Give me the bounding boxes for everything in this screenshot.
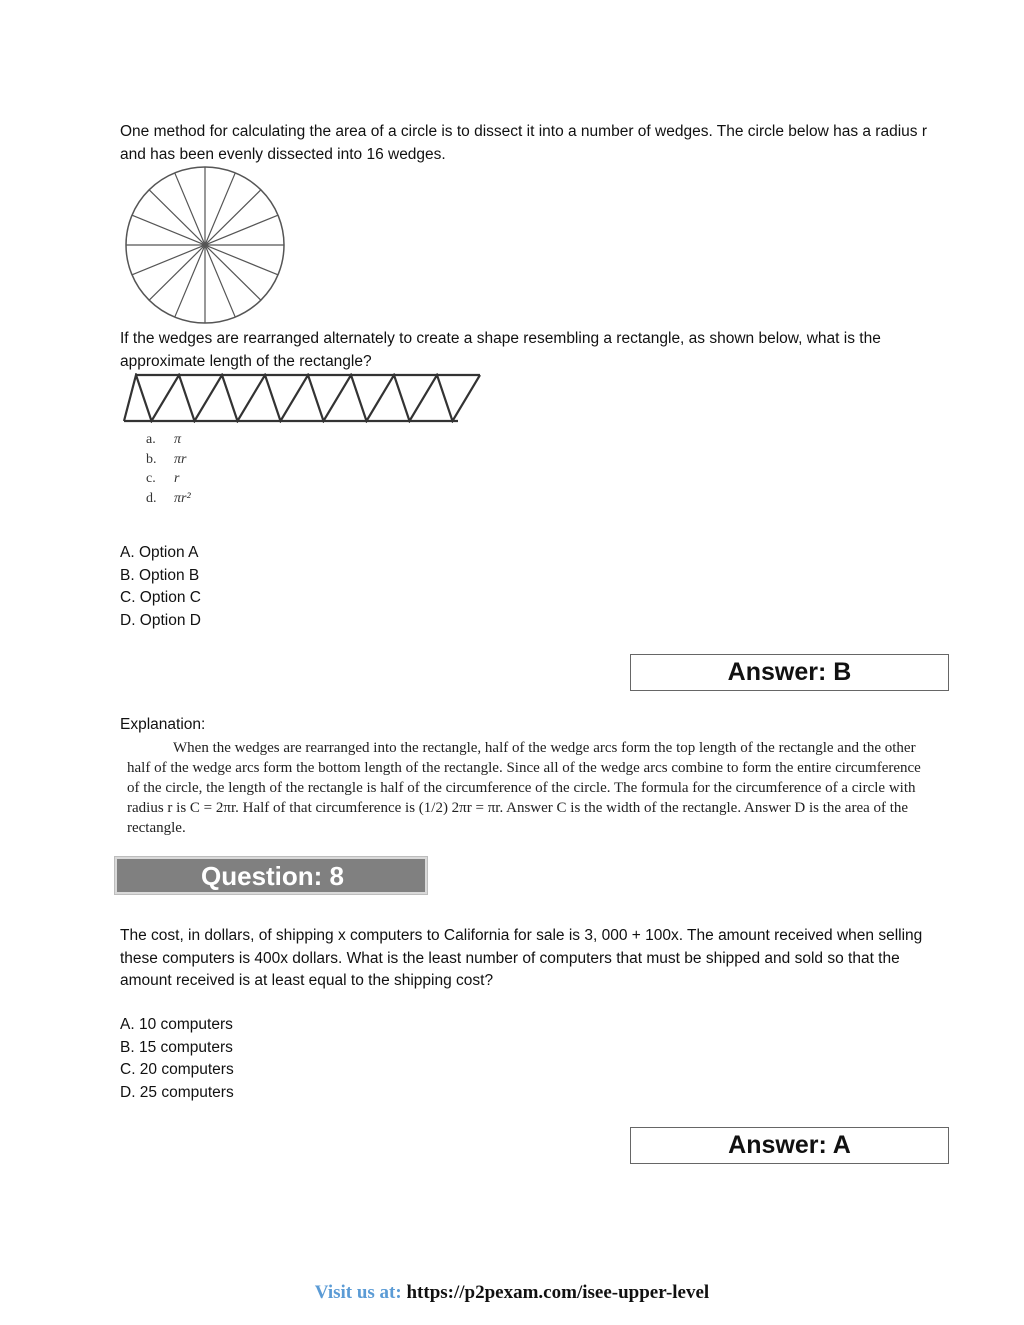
answer-box: Answer: A — [630, 1127, 949, 1164]
question-prompt: If the wedges are rearranged alternately to create a shape resembling a rectangle, as shown below, what is the approximate length of the rectangle? — [120, 330, 881, 370]
footer-label: Visit us at: — [314, 1282, 402, 1303]
figure-option-d: d. πr² — [146, 490, 191, 506]
answer-box: Answer: B — [630, 654, 949, 691]
option-b: B. Option B — [120, 566, 200, 584]
footer — [0, 1282, 1024, 1304]
question-prompt: The cost, in dollars, of shipping x computers to California for sale is 3, 000 + 100x. The amount received when selling these computers is 400x dollars. What is the least number of computers that must be shipped and sold so that the amount received is at least equal to the shipping cost? — [120, 927, 923, 989]
question-intro: One method for calculating the area of a circle is to dissect it into a number of wedges. The circle below has a radius r and has been evenly dissected into 16 wedges. — [120, 123, 927, 163]
option-c: C. 20 computers — [120, 1061, 234, 1078]
circle-wedges-figure — [124, 165, 288, 325]
figure-option-c: c. r — [146, 471, 180, 486]
answer-options — [120, 542, 201, 632]
option-c: C. Option C — [120, 589, 201, 606]
explanation-label: Explanation: — [120, 716, 206, 733]
figure-option-a: a. π — [146, 432, 182, 447]
answer-options — [120, 1014, 234, 1104]
explanation-text: When the wedges are rearranged into the rectangle, half of the wedge arcs form the top length of the rectangle and the other half of the wedge arcs form the bottom length of the rectangle. Since all of the wedge arcs combine to form the entire circumference of the circle, the length of the rectangle is half of the circumference of the circle. The formula for the circumference of a circle with radius r is C = 2πr. Half of that circumference is (1/2) 2πr = πr. Answer C is the width of the rectangle. Answer D is the area of the rectangle. — [127, 740, 921, 836]
figure-option-b: b. πr — [146, 451, 187, 467]
footer-url[interactable]: https://p2pexam.com/isee-upper-level — [406, 1282, 710, 1303]
option-b: B. 15 computers — [120, 1038, 233, 1056]
option-d: D. Option D — [120, 611, 201, 629]
rearranged-wedges-figure — [122, 373, 482, 423]
option-a: A. Option A — [120, 544, 199, 561]
question-header: Question: 8 — [201, 861, 345, 891]
option-d: D. 25 computers — [120, 1083, 234, 1101]
figure-options — [146, 430, 191, 508]
option-a: A. 10 computers — [120, 1016, 233, 1033]
question-header-bar — [115, 857, 427, 894]
